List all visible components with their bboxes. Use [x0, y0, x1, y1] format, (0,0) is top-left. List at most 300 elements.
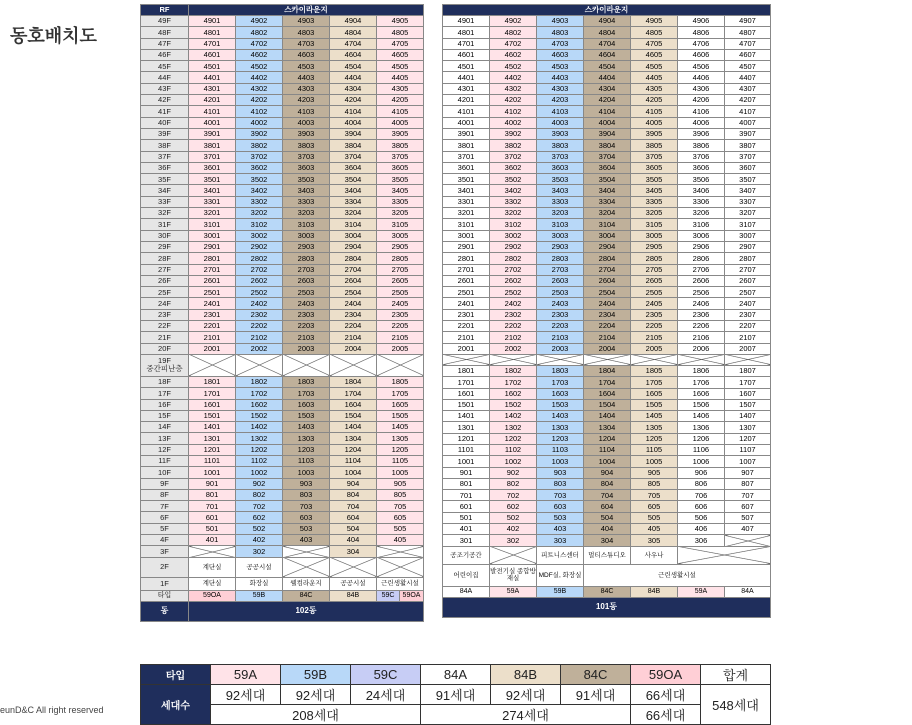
unit-cell[interactable]: 3207: [725, 208, 771, 219]
unit-cell[interactable]: 2704: [330, 264, 377, 275]
unit-cell[interactable]: 4801: [443, 27, 490, 38]
unit-cell[interactable]: 3707: [725, 151, 771, 162]
unit-cell[interactable]: 2705: [377, 264, 424, 275]
unit-cell[interactable]: 1301: [443, 422, 490, 433]
unit-cell[interactable]: 2103: [537, 332, 584, 343]
unit-cell[interactable]: 4202: [236, 95, 283, 106]
unit-cell[interactable]: 1406: [678, 411, 725, 422]
unit-cell[interactable]: 4003: [283, 117, 330, 128]
unit-cell[interactable]: 1604: [584, 388, 631, 399]
unit-cell[interactable]: 1106: [678, 444, 725, 455]
unit-cell[interactable]: 3804: [330, 140, 377, 151]
unit-cell[interactable]: 1501: [189, 410, 236, 421]
unit-cell[interactable]: 4603: [283, 49, 330, 60]
unit-cell[interactable]: 1601: [189, 399, 236, 410]
unit-cell[interactable]: 806: [678, 478, 725, 489]
unit-cell[interactable]: 4304: [584, 83, 631, 94]
unit-cell[interactable]: 4804: [584, 27, 631, 38]
unit-cell[interactable]: 1005: [631, 456, 678, 467]
unit-cell[interactable]: 4405: [631, 72, 678, 83]
unit-cell[interactable]: 4104: [330, 106, 377, 117]
unit-cell[interactable]: 1804: [330, 376, 377, 387]
unit-cell[interactable]: 2001: [189, 343, 236, 354]
unit-cell[interactable]: 3205: [377, 208, 424, 219]
unit-cell[interactable]: 704: [330, 501, 377, 512]
unit-cell[interactable]: 1101: [443, 444, 490, 455]
unit-cell[interactable]: 3704: [584, 151, 631, 162]
unit-cell[interactable]: 2503: [283, 287, 330, 298]
unit-cell[interactable]: 2401: [443, 298, 490, 309]
unit-cell[interactable]: 1107: [725, 444, 771, 455]
unit-cell[interactable]: 1704: [330, 388, 377, 399]
unit-cell[interactable]: 601: [189, 512, 236, 523]
unit-cell[interactable]: 3702: [490, 151, 537, 162]
unit-cell[interactable]: 2502: [236, 287, 283, 298]
unit-cell[interactable]: 504: [330, 523, 377, 534]
unit-cell[interactable]: 3901: [443, 128, 490, 139]
unit-cell[interactable]: 4504: [584, 61, 631, 72]
unit-cell[interactable]: 1005: [377, 467, 424, 478]
unit-cell[interactable]: 2502: [490, 287, 537, 298]
unit-cell[interactable]: 1004: [584, 456, 631, 467]
unit-cell[interactable]: 1307: [725, 422, 771, 433]
unit-cell[interactable]: 4303: [537, 83, 584, 94]
unit-cell[interactable]: 403: [537, 524, 584, 535]
unit-cell[interactable]: 4506: [678, 61, 725, 72]
unit-cell[interactable]: 4804: [330, 27, 377, 38]
unit-cell[interactable]: 2706: [678, 264, 725, 275]
unit-cell[interactable]: 4604: [584, 49, 631, 60]
unit-cell[interactable]: 3106: [678, 219, 725, 230]
unit-cell[interactable]: 605: [631, 501, 678, 512]
unit-cell[interactable]: 3602: [236, 162, 283, 173]
unit-cell[interactable]: 4607: [725, 49, 771, 60]
unit-cell[interactable]: 4404: [330, 72, 377, 83]
unit-cell[interactable]: 3303: [283, 196, 330, 207]
unit-cell[interactable]: 1701: [189, 388, 236, 399]
unit-cell[interactable]: 2805: [631, 253, 678, 264]
unit-cell[interactable]: 2707: [725, 264, 771, 275]
unit-cell[interactable]: 2904: [330, 241, 377, 252]
unit-cell[interactable]: 1306: [678, 422, 725, 433]
unit-cell[interactable]: 2302: [236, 309, 283, 320]
unit-cell[interactable]: 4504: [330, 61, 377, 72]
unit-cell[interactable]: 1603: [537, 388, 584, 399]
unit-cell[interactable]: 501: [189, 523, 236, 534]
unit-cell[interactable]: 1702: [236, 388, 283, 399]
unit-cell[interactable]: 4105: [377, 106, 424, 117]
unit-cell[interactable]: 2802: [490, 253, 537, 264]
unit-cell[interactable]: 2306: [678, 309, 725, 320]
unit-cell[interactable]: 4105: [631, 106, 678, 117]
unit-cell[interactable]: 2601: [189, 275, 236, 286]
unit-cell[interactable]: 3105: [377, 219, 424, 230]
unit-cell[interactable]: 905: [377, 478, 424, 489]
unit-cell[interactable]: 4704: [330, 38, 377, 49]
unit-cell[interactable]: 703: [283, 501, 330, 512]
unit-cell[interactable]: 4101: [189, 106, 236, 117]
unit-cell[interactable]: 3304: [330, 196, 377, 207]
unit-cell[interactable]: 304: [330, 546, 377, 557]
unit-cell[interactable]: 4401: [189, 72, 236, 83]
unit-cell[interactable]: 807: [725, 478, 771, 489]
unit-cell[interactable]: 4305: [377, 83, 424, 94]
unit-cell[interactable]: 2305: [631, 309, 678, 320]
unit-cell[interactable]: 4802: [490, 27, 537, 38]
unit-cell[interactable]: 4204: [330, 95, 377, 106]
unit-cell[interactable]: 2801: [189, 253, 236, 264]
unit-cell[interactable]: 3906: [678, 128, 725, 139]
unit-cell[interactable]: 4402: [490, 72, 537, 83]
unit-cell[interactable]: 3403: [537, 185, 584, 196]
unit-cell[interactable]: 2103: [283, 332, 330, 343]
unit-cell[interactable]: 2702: [236, 264, 283, 275]
unit-cell[interactable]: 2307: [725, 309, 771, 320]
unit-cell[interactable]: 1504: [330, 410, 377, 421]
unit-cell[interactable]: 3601: [189, 162, 236, 173]
unit-cell[interactable]: 4602: [490, 49, 537, 60]
unit-cell[interactable]: 4902: [490, 16, 537, 27]
unit-cell[interactable]: 3502: [236, 174, 283, 185]
unit-cell[interactable]: 1803: [537, 365, 584, 376]
unit-cell[interactable]: 3604: [330, 162, 377, 173]
unit-cell[interactable]: 3705: [377, 151, 424, 162]
unit-cell[interactable]: 1805: [631, 365, 678, 376]
unit-cell[interactable]: 2202: [236, 321, 283, 332]
unit-cell[interactable]: 2804: [330, 253, 377, 264]
unit-cell[interactable]: 607: [725, 501, 771, 512]
unit-cell[interactable]: 4707: [725, 38, 771, 49]
unit-cell[interactable]: 601: [443, 501, 490, 512]
unit-cell[interactable]: 3905: [377, 128, 424, 139]
unit-cell[interactable]: 1807: [725, 365, 771, 376]
unit-cell[interactable]: 3206: [678, 208, 725, 219]
unit-cell[interactable]: 1806: [678, 365, 725, 376]
unit-cell[interactable]: 2903: [283, 241, 330, 252]
unit-cell[interactable]: 1703: [283, 388, 330, 399]
unit-cell[interactable]: 4302: [236, 83, 283, 94]
unit-cell[interactable]: 4904: [330, 16, 377, 27]
unit-cell[interactable]: 3504: [584, 174, 631, 185]
unit-cell[interactable]: 4807: [725, 27, 771, 38]
unit-cell[interactable]: 1403: [283, 422, 330, 433]
unit-cell[interactable]: 3404: [330, 185, 377, 196]
unit-cell[interactable]: 3603: [537, 162, 584, 173]
unit-cell[interactable]: 2302: [490, 309, 537, 320]
unit-cell[interactable]: 306: [678, 535, 725, 546]
unit-cell[interactable]: 3603: [283, 162, 330, 173]
unit-cell[interactable]: 406: [678, 524, 725, 535]
unit-cell[interactable]: 1204: [330, 444, 377, 455]
unit-cell[interactable]: 3804: [584, 140, 631, 151]
unit-cell[interactable]: 503: [537, 512, 584, 523]
unit-cell[interactable]: 4304: [330, 83, 377, 94]
unit-cell[interactable]: 906: [678, 467, 725, 478]
unit-cell[interactable]: 3301: [189, 196, 236, 207]
unit-cell[interactable]: 2506: [678, 287, 725, 298]
unit-cell[interactable]: 903: [537, 467, 584, 478]
unit-cell[interactable]: 4602: [236, 49, 283, 60]
unit-cell[interactable]: 4103: [537, 106, 584, 117]
unit-cell[interactable]: 4503: [283, 61, 330, 72]
unit-cell[interactable]: 4806: [678, 27, 725, 38]
unit-cell[interactable]: 2106: [678, 332, 725, 343]
unit-cell[interactable]: 1704: [584, 377, 631, 388]
unit-cell[interactable]: 4107: [725, 106, 771, 117]
unit-cell[interactable]: 2902: [236, 241, 283, 252]
unit-cell[interactable]: 4307: [725, 83, 771, 94]
unit-cell[interactable]: 2305: [377, 309, 424, 320]
unit-cell[interactable]: 405: [631, 524, 678, 535]
unit-cell[interactable]: 1606: [678, 388, 725, 399]
unit-cell[interactable]: 2101: [189, 332, 236, 343]
unit-cell[interactable]: 2406: [678, 298, 725, 309]
unit-cell[interactable]: 1105: [631, 444, 678, 455]
unit-cell[interactable]: 4207: [725, 95, 771, 106]
unit-cell[interactable]: 901: [443, 467, 490, 478]
unit-cell[interactable]: 1605: [631, 388, 678, 399]
unit-cell[interactable]: 3805: [377, 140, 424, 151]
unit-cell[interactable]: 4901: [443, 16, 490, 27]
unit-cell[interactable]: 402: [236, 535, 283, 546]
unit-cell[interactable]: 3505: [631, 174, 678, 185]
unit-cell[interactable]: 1304: [330, 433, 377, 444]
unit-cell[interactable]: 902: [490, 467, 537, 478]
unit-cell[interactable]: 3003: [537, 230, 584, 241]
unit-cell[interactable]: 3101: [443, 219, 490, 230]
unit-cell[interactable]: 2002: [490, 343, 537, 354]
unit-cell[interactable]: 4005: [377, 117, 424, 128]
unit-cell[interactable]: 1101: [189, 455, 236, 466]
unit-cell[interactable]: 1207: [725, 433, 771, 444]
unit-cell[interactable]: 605: [377, 512, 424, 523]
unit-cell[interactable]: 4702: [236, 38, 283, 49]
unit-cell[interactable]: 1205: [377, 444, 424, 455]
unit-cell[interactable]: 4002: [490, 117, 537, 128]
unit-cell[interactable]: 704: [584, 490, 631, 501]
unit-cell[interactable]: 1505: [631, 399, 678, 410]
unit-cell[interactable]: 1601: [443, 388, 490, 399]
unit-cell[interactable]: 4501: [189, 61, 236, 72]
unit-cell[interactable]: 302: [490, 535, 537, 546]
unit-cell[interactable]: 2703: [283, 264, 330, 275]
unit-cell[interactable]: 2205: [631, 321, 678, 332]
unit-cell[interactable]: 3705: [631, 151, 678, 162]
unit-cell[interactable]: 2807: [725, 253, 771, 264]
unit-cell[interactable]: 3303: [537, 196, 584, 207]
unit-cell[interactable]: 1303: [537, 422, 584, 433]
unit-cell[interactable]: 4906: [678, 16, 725, 27]
unit-cell[interactable]: 2601: [443, 275, 490, 286]
unit-cell[interactable]: 2704: [584, 264, 631, 275]
unit-cell[interactable]: 803: [283, 489, 330, 500]
unit-cell[interactable]: 3706: [678, 151, 725, 162]
unit-cell[interactable]: 4802: [236, 27, 283, 38]
unit-cell[interactable]: 2905: [377, 241, 424, 252]
unit-cell[interactable]: 4001: [189, 117, 236, 128]
unit-cell[interactable]: 3402: [236, 185, 283, 196]
unit-cell[interactable]: 2902: [490, 241, 537, 252]
unit-cell[interactable]: 3001: [189, 230, 236, 241]
unit-cell[interactable]: 502: [490, 512, 537, 523]
unit-cell[interactable]: 1205: [631, 433, 678, 444]
unit-cell[interactable]: 1003: [283, 467, 330, 478]
unit-cell[interactable]: 3004: [584, 230, 631, 241]
unit-cell[interactable]: 603: [283, 512, 330, 523]
unit-cell[interactable]: 2201: [189, 321, 236, 332]
unit-cell[interactable]: 2404: [584, 298, 631, 309]
unit-cell[interactable]: 1703: [537, 377, 584, 388]
unit-cell[interactable]: 604: [330, 512, 377, 523]
unit-cell[interactable]: 705: [631, 490, 678, 501]
unit-cell[interactable]: 1102: [490, 444, 537, 455]
unit-cell[interactable]: 4102: [490, 106, 537, 117]
unit-cell[interactable]: 2505: [631, 287, 678, 298]
unit-cell[interactable]: 1602: [490, 388, 537, 399]
unit-cell[interactable]: 2004: [330, 343, 377, 354]
unit-cell[interactable]: 2604: [584, 275, 631, 286]
unit-cell[interactable]: 2104: [330, 332, 377, 343]
unit-cell[interactable]: 403: [283, 535, 330, 546]
unit-cell[interactable]: 2507: [725, 287, 771, 298]
unit-cell[interactable]: 2303: [283, 309, 330, 320]
unit-cell[interactable]: 1607: [725, 388, 771, 399]
unit-cell[interactable]: 902: [236, 478, 283, 489]
unit-cell[interactable]: 1201: [189, 444, 236, 455]
unit-cell[interactable]: 2003: [537, 343, 584, 354]
unit-cell[interactable]: 3504: [330, 174, 377, 185]
unit-cell[interactable]: 4604: [330, 49, 377, 60]
unit-cell[interactable]: 2201: [443, 321, 490, 332]
unit-cell[interactable]: 2205: [377, 321, 424, 332]
unit-cell[interactable]: 1203: [283, 444, 330, 455]
unit-cell[interactable]: 4502: [236, 61, 283, 72]
unit-cell[interactable]: 3701: [189, 151, 236, 162]
unit-cell[interactable]: 4403: [283, 72, 330, 83]
unit-cell[interactable]: 1104: [330, 455, 377, 466]
unit-cell[interactable]: 3007: [725, 230, 771, 241]
unit-cell[interactable]: 1402: [236, 422, 283, 433]
unit-cell[interactable]: 701: [443, 490, 490, 501]
unit-cell[interactable]: 3203: [283, 208, 330, 219]
unit-cell[interactable]: 2207: [725, 321, 771, 332]
unit-cell[interactable]: 3405: [631, 185, 678, 196]
unit-cell[interactable]: 3204: [330, 208, 377, 219]
unit-cell[interactable]: 1002: [490, 456, 537, 467]
unit-cell[interactable]: 3903: [537, 128, 584, 139]
unit-cell[interactable]: 1507: [725, 399, 771, 410]
unit-cell[interactable]: 4805: [377, 27, 424, 38]
unit-cell[interactable]: 3107: [725, 219, 771, 230]
unit-cell[interactable]: 1201: [443, 433, 490, 444]
unit-cell[interactable]: 3703: [537, 151, 584, 162]
unit-cell[interactable]: 904: [584, 467, 631, 478]
unit-cell[interactable]: 1001: [443, 456, 490, 467]
unit-cell[interactable]: 1407: [725, 411, 771, 422]
unit-cell[interactable]: 3205: [631, 208, 678, 219]
unit-cell[interactable]: 4204: [584, 95, 631, 106]
unit-cell[interactable]: 1701: [443, 377, 490, 388]
unit-cell[interactable]: 4503: [537, 61, 584, 72]
unit-cell[interactable]: 4406: [678, 72, 725, 83]
unit-cell[interactable]: 2501: [443, 287, 490, 298]
unit-cell[interactable]: 4703: [537, 38, 584, 49]
unit-cell[interactable]: 2403: [283, 298, 330, 309]
unit-cell[interactable]: 3204: [584, 208, 631, 219]
unit-cell[interactable]: 3605: [631, 162, 678, 173]
unit-cell[interactable]: 3202: [236, 208, 283, 219]
unit-cell[interactable]: 4205: [377, 95, 424, 106]
unit-cell[interactable]: 3103: [283, 219, 330, 230]
unit-cell[interactable]: 4305: [631, 83, 678, 94]
unit-cell[interactable]: 1503: [283, 410, 330, 421]
unit-cell[interactable]: 1705: [631, 377, 678, 388]
unit-cell[interactable]: 2003: [283, 343, 330, 354]
unit-cell[interactable]: 2403: [537, 298, 584, 309]
unit-cell[interactable]: 3503: [283, 174, 330, 185]
unit-cell[interactable]: 3302: [490, 196, 537, 207]
unit-cell[interactable]: 1802: [490, 365, 537, 376]
unit-cell[interactable]: 2005: [631, 343, 678, 354]
unit-cell[interactable]: 507: [725, 512, 771, 523]
unit-cell[interactable]: 3001: [443, 230, 490, 241]
unit-cell[interactable]: 2102: [236, 332, 283, 343]
unit-cell[interactable]: 1105: [377, 455, 424, 466]
unit-cell[interactable]: 2603: [537, 275, 584, 286]
unit-cell[interactable]: 2701: [443, 264, 490, 275]
unit-cell[interactable]: 1103: [537, 444, 584, 455]
unit-cell[interactable]: 4605: [377, 49, 424, 60]
unit-cell[interactable]: 801: [443, 478, 490, 489]
unit-cell[interactable]: 1707: [725, 377, 771, 388]
unit-cell[interactable]: 602: [490, 501, 537, 512]
unit-cell[interactable]: 4201: [443, 95, 490, 106]
unit-cell[interactable]: 2407: [725, 298, 771, 309]
unit-cell[interactable]: 4001: [443, 117, 490, 128]
unit-cell[interactable]: 4205: [631, 95, 678, 106]
unit-cell[interactable]: 2705: [631, 264, 678, 275]
unit-cell[interactable]: 304: [584, 535, 631, 546]
unit-cell[interactable]: 404: [330, 535, 377, 546]
unit-cell[interactable]: 2204: [330, 321, 377, 332]
unit-cell[interactable]: 2607: [725, 275, 771, 286]
unit-cell[interactable]: 2404: [330, 298, 377, 309]
unit-cell[interactable]: 2107: [725, 332, 771, 343]
unit-cell[interactable]: 4403: [537, 72, 584, 83]
unit-cell[interactable]: 1203: [537, 433, 584, 444]
unit-cell[interactable]: 2907: [725, 241, 771, 252]
unit-cell[interactable]: 2701: [189, 264, 236, 275]
unit-cell[interactable]: 4306: [678, 83, 725, 94]
unit-cell[interactable]: 2604: [330, 275, 377, 286]
unit-cell[interactable]: 3105: [631, 219, 678, 230]
unit-cell[interactable]: 3102: [236, 219, 283, 230]
unit-cell[interactable]: 4002: [236, 117, 283, 128]
unit-cell[interactable]: 604: [584, 501, 631, 512]
unit-cell[interactable]: 402: [490, 524, 537, 535]
unit-cell[interactable]: 503: [283, 523, 330, 534]
unit-cell[interactable]: 305: [631, 535, 678, 546]
unit-cell[interactable]: 2605: [377, 275, 424, 286]
unit-cell[interactable]: 3503: [537, 174, 584, 185]
unit-cell[interactable]: 1301: [189, 433, 236, 444]
unit-cell[interactable]: 3004: [330, 230, 377, 241]
unit-cell[interactable]: 3805: [631, 140, 678, 151]
unit-cell[interactable]: 603: [537, 501, 584, 512]
unit-cell[interactable]: 1405: [631, 411, 678, 422]
unit-cell[interactable]: 2202: [490, 321, 537, 332]
unit-cell[interactable]: 2402: [490, 298, 537, 309]
